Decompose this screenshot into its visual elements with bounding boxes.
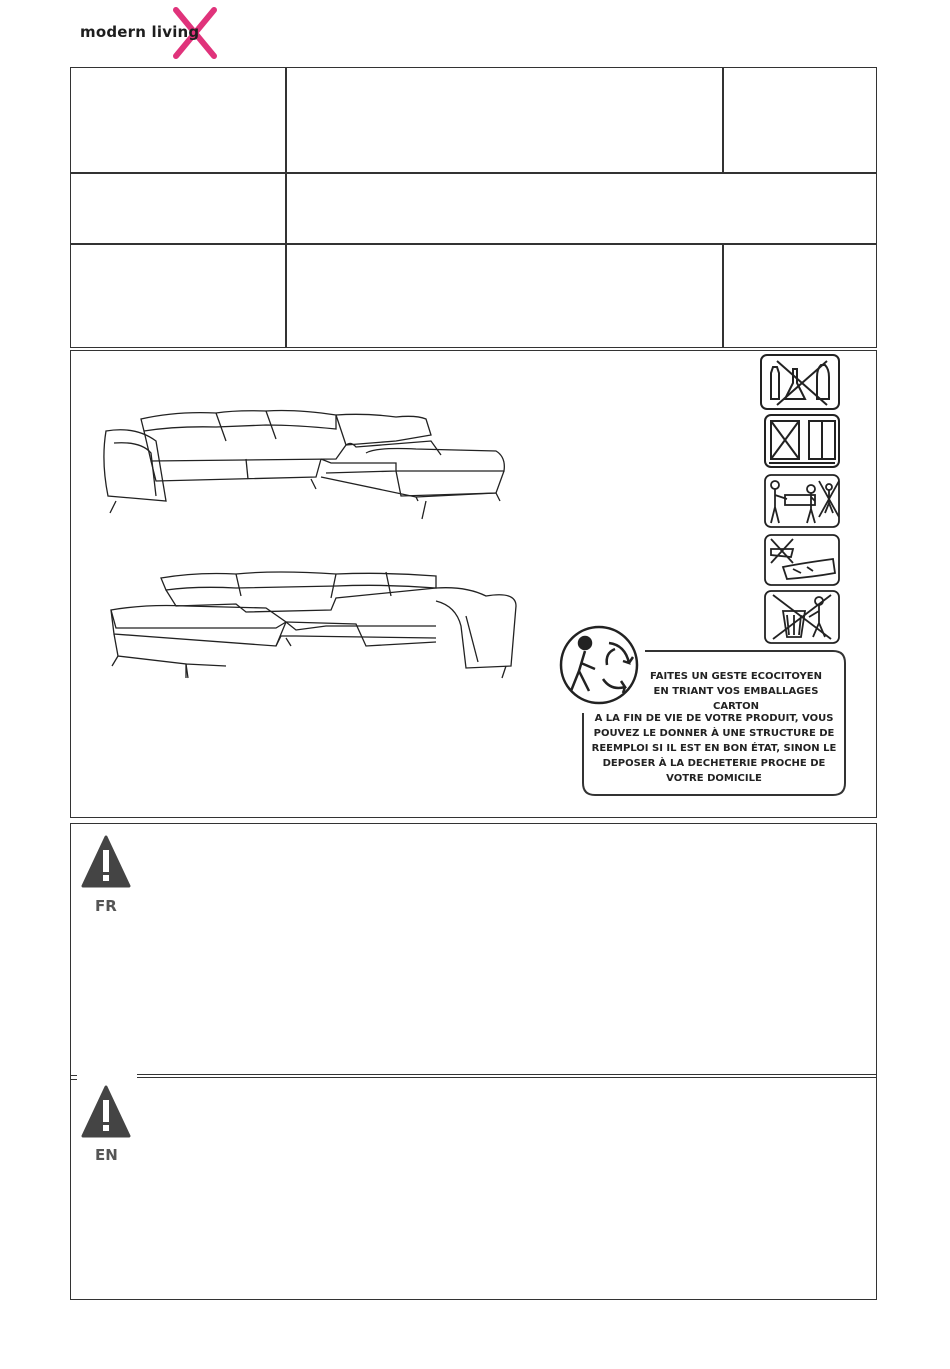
language-label-fr: FR <box>95 897 117 915</box>
recycling-body-line: VOTRE DOMICILE <box>666 773 762 784</box>
warning-icon <box>80 1084 132 1140</box>
recycling-body-line: POUVEZ LE DONNER À UNE STRUCTURE DE <box>593 728 835 739</box>
recycling-line-2: EN TRIANT VOS EMBALLAGES CARTON <box>653 686 819 712</box>
warnings-panel <box>70 823 877 1300</box>
header-cell-1b <box>285 67 724 174</box>
language-label-en: EN <box>95 1146 118 1164</box>
recycling-body-line: A LA FIN DE VIE DE VOTRE PRODUIT, VOUS <box>594 713 834 724</box>
header-table <box>70 67 877 348</box>
header-cell-2a <box>70 172 287 245</box>
sofa-left-chaise-illustration <box>106 566 526 686</box>
recycling-body-line: REEMPLOI SI IL EST EN BON ÉTAT, SINON LE <box>591 743 837 754</box>
recycling-body-line: DEPOSER À LA DECHETERIE PROCHE DE <box>602 758 826 769</box>
no-sun-window-icon <box>763 413 841 469</box>
section-divider-mark <box>71 1075 77 1080</box>
header-cell-3a <box>70 243 287 348</box>
header-cell-2b <box>285 172 877 245</box>
brand-logo <box>80 6 230 60</box>
recycling-body <box>589 711 839 786</box>
recycling-line-1: FAITES UN GESTE ECOCITOYEN <box>650 671 822 682</box>
header-cell-3b <box>285 243 724 348</box>
no-trash-disposal-icon <box>763 589 841 645</box>
two-person-lift-icon <box>763 473 841 529</box>
brand-name: modern living <box>80 23 200 41</box>
no-chemicals-icon <box>759 353 841 411</box>
header-cell-3c <box>722 243 877 348</box>
no-sharp-objects-icon <box>763 533 841 587</box>
header-cell-1c <box>722 67 877 174</box>
sofa-right-chaise-illustration <box>96 401 516 521</box>
section-divider <box>137 1074 877 1078</box>
header-cell-1a <box>70 67 287 174</box>
product-panel <box>70 350 877 818</box>
warning-icon <box>80 834 132 890</box>
